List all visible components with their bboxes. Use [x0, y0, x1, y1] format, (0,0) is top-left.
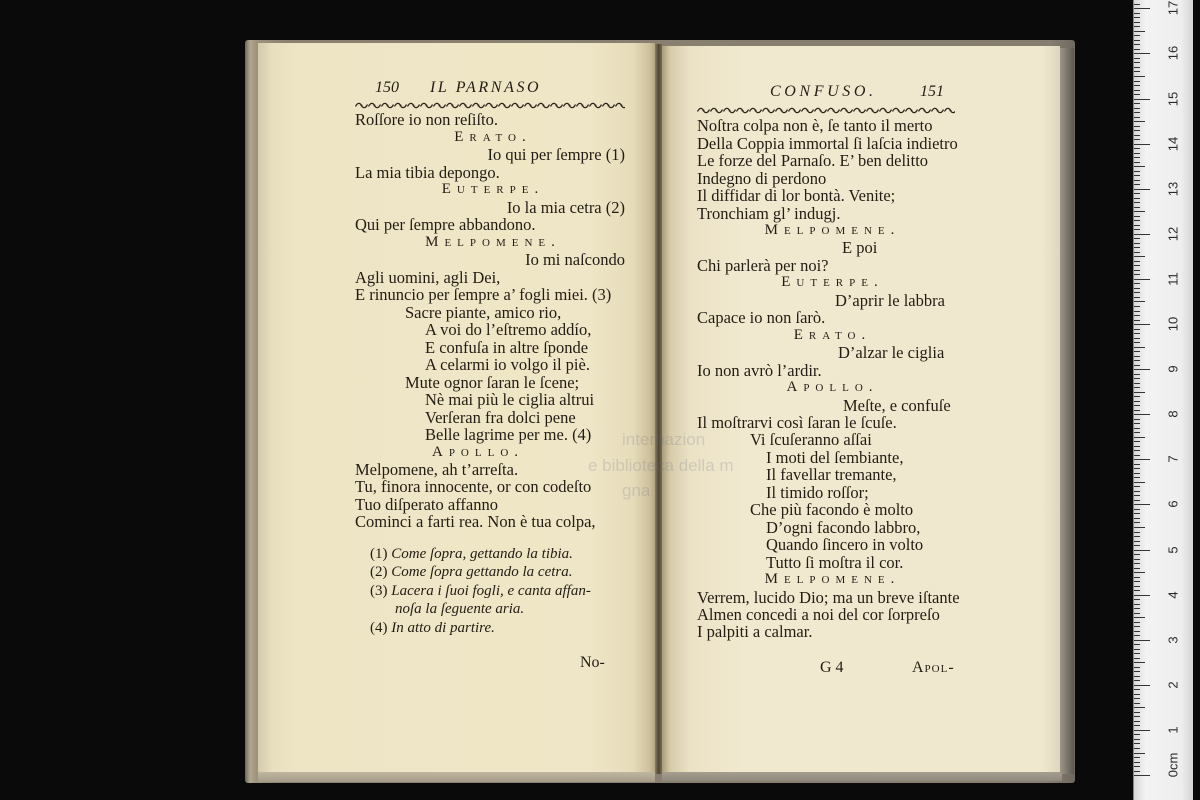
verse-line: Melpomene, ah t’arreſta. [355, 459, 519, 479]
ruler-tick [1134, 270, 1140, 271]
ornament-rule [355, 101, 625, 110]
ruler-tick [1134, 40, 1140, 41]
ruler-tick [1134, 53, 1150, 54]
aria-line: Nè mai più le ciglia altrui [425, 390, 595, 410]
ruler-tick [1134, 49, 1140, 50]
ruler-tick [1134, 662, 1145, 663]
ruler-tick [1134, 234, 1150, 235]
aria-line: Verſeran fra dolci pene [425, 407, 576, 427]
ruler-tick [1134, 477, 1140, 478]
ruler-tick [1134, 320, 1140, 321]
aria-line: A celarmi io volgo il piè. [425, 355, 590, 375]
ruler-tick [1134, 680, 1140, 681]
verse-line: Cominci a farti rea. Non è tua colpa, [355, 512, 596, 532]
ruler-tick [1134, 13, 1140, 14]
ruler-tick [1134, 76, 1145, 77]
ruler-tick [1134, 419, 1140, 420]
ruler-tick [1134, 175, 1140, 176]
footnotes [370, 545, 640, 638]
ruler-tick [1134, 252, 1140, 253]
ruler-tick [1134, 356, 1140, 357]
speaker-name: Melpomene. [764, 222, 901, 239]
ruler-tick [1134, 292, 1140, 293]
ruler-tick [1134, 748, 1140, 749]
aria-line: I moti del ſembiante, [766, 447, 904, 467]
ruler-label: 8 [1165, 410, 1181, 418]
footnote-marker: (4) [370, 619, 388, 636]
footnote-continuation [370, 600, 640, 619]
ruler-tick [1134, 103, 1140, 104]
speaker-name: Euterpe. [781, 274, 884, 291]
running-title: IL PARNASO [430, 79, 542, 96]
speaker-name: Apollo. [786, 379, 879, 396]
ruler-label: 4 [1165, 590, 1181, 599]
ruler-tick [1134, 486, 1140, 487]
ruler-label: 16 [1165, 46, 1181, 61]
ruler-tick [1134, 649, 1140, 650]
ruler-tick [1134, 274, 1140, 275]
ruler-tick [1134, 324, 1150, 325]
ruler-label: 2 [1165, 681, 1181, 689]
ruler-tick [1134, 288, 1140, 289]
ruler-label: 3 [1165, 636, 1181, 644]
ruler-tick [1134, 536, 1140, 537]
aria-line: Mute ognor ſaran le ſcene; [405, 372, 580, 392]
aria-line: D’ogni facondo labbro, [766, 517, 921, 537]
ruler-tick [1134, 229, 1140, 230]
verse-line: Il moſtrarvi così ſaran le ſcuſe. [697, 413, 897, 432]
verse-line: Il diffidar di lor bontà. Venite; [697, 186, 896, 206]
aria-line: Che più facondo è molto [750, 500, 914, 520]
ruler-tick [1134, 297, 1140, 298]
ruler-tick [1134, 162, 1140, 163]
ruler-label: 13 [1165, 181, 1181, 196]
ruler-tick [1134, 464, 1140, 465]
ruler-tick [1134, 126, 1140, 127]
aria-line: Tutto ſi moſtra il cor. [766, 552, 904, 572]
ruler-tick [1134, 694, 1140, 695]
right-page [662, 46, 1060, 772]
ruler-tick [1134, 153, 1140, 154]
ruler-tick [1134, 216, 1140, 217]
ruler-tick [1134, 532, 1140, 533]
ruler-tick [1134, 35, 1140, 36]
ruler-tick [1134, 730, 1150, 731]
ruler-tick [1134, 315, 1140, 316]
footnote-text: Come ſopra gettando la cetra. [391, 564, 573, 581]
half-line: D’aprir le labbra [835, 290, 945, 310]
ruler-tick [1134, 67, 1140, 68]
footnote [370, 563, 640, 582]
page-number: 150 [375, 79, 399, 96]
left-text-block [355, 111, 625, 531]
ruler-tick [1134, 306, 1140, 307]
speaker-name: Melpomene. [764, 571, 901, 588]
page-edges-right [1058, 48, 1074, 774]
verse-line: Della Coppia immortal ſi laſcia indietro [697, 133, 958, 153]
ruler-label: 9 [1165, 365, 1181, 373]
aria-line: E confuſa in altre ſponde [425, 337, 589, 357]
ruler-tick [1134, 17, 1140, 18]
ruler-tick [1134, 198, 1140, 199]
ruler-label: 10 [1165, 316, 1181, 332]
verse-line: Noſtra colpa non è, ſe tanto il merto [697, 116, 933, 136]
ruler-tick [1134, 135, 1140, 136]
ruler-tick [1134, 775, 1150, 776]
speaker-name: Erato. [454, 128, 532, 145]
ruler-tick [1134, 265, 1140, 266]
ruler-tick [1134, 698, 1140, 699]
footnote [370, 582, 640, 601]
ruler-tick [1134, 581, 1140, 582]
ruler-tick [1134, 644, 1140, 645]
footnote-text: Come ſopra, gettando la tibia. [391, 545, 573, 562]
ruler-tick [1134, 171, 1140, 172]
ruler-tick [1134, 707, 1145, 708]
ruler-tick [1134, 62, 1140, 63]
ruler-tick [1134, 703, 1140, 704]
running-title: CONFUSO. [770, 83, 877, 100]
ruler-label: 12 [1165, 226, 1181, 242]
ruler-tick [1134, 482, 1145, 483]
ruler-tick [1134, 261, 1140, 262]
ruler-tick [1134, 518, 1140, 519]
half-line: Meſte, e confuſe [843, 395, 951, 415]
ruler-tick [1134, 401, 1140, 402]
ruler-tick [1134, 468, 1140, 469]
half-line: Io la mia cetra (2) [506, 197, 625, 217]
ruler-tick [1134, 437, 1145, 438]
ruler-tick [1134, 545, 1140, 546]
ruler-tick [1134, 22, 1140, 23]
ruler-tick [1134, 180, 1140, 181]
ruler-tick [1134, 604, 1140, 605]
speaker-name: Euterpe. [441, 181, 545, 198]
ruler-label: 6 [1165, 500, 1181, 509]
verse-line: Tu, finora innocente, or con codeſto [355, 477, 592, 497]
ruler-tick [1134, 81, 1140, 82]
ruler-tick [1134, 383, 1140, 384]
ornament-rule [697, 106, 955, 115]
catchword: No- [580, 654, 605, 671]
footnote-marker: (1) [370, 545, 388, 562]
ruler-tick [1134, 495, 1140, 496]
ruler-tick [1134, 559, 1140, 560]
ruler-tick [1134, 365, 1140, 366]
measuring-ruler [1133, 0, 1193, 800]
ruler-tick [1134, 554, 1140, 555]
ruler-tick [1134, 301, 1145, 302]
ruler-tick [1134, 617, 1145, 618]
verse-line: E rinuncio per ſempre a’ fogli miei. (3) [355, 285, 612, 305]
ruler-tick [1134, 423, 1140, 424]
ruler-tick [1134, 374, 1140, 375]
ruler-tick [1134, 450, 1140, 451]
ruler-tick [1134, 71, 1140, 72]
verse-line: Tronchiam gl’ indugj. [697, 203, 841, 223]
aria-line: Sacre piante, amico rio, [405, 302, 562, 322]
aria-line: Il timido roſſor; [766, 482, 869, 502]
ruler-tick [1134, 121, 1145, 122]
half-line: E poi [842, 238, 878, 258]
ruler-tick [1134, 626, 1140, 627]
ruler-tick [1134, 473, 1140, 474]
speaker-name: Apollo. [431, 443, 525, 460]
ruler-tick [1134, 378, 1140, 379]
ruler-tick [1134, 189, 1150, 190]
ruler-tick [1134, 599, 1140, 600]
ruler-tick [1134, 31, 1145, 32]
signature-mark: G 4 [820, 659, 844, 676]
ruler-tick [1134, 94, 1140, 95]
ruler-tick [1134, 577, 1140, 578]
verse-line: Almen concedi a noi del cor ſorpreſo [697, 604, 940, 624]
verse-line: Verrem, lucido Dio; ma un breve iſtante [697, 587, 960, 607]
ruler-tick [1134, 342, 1140, 343]
verse-line: Indegno di perdono [697, 168, 827, 188]
ruler-tick [1134, 622, 1140, 623]
ruler-tick [1134, 550, 1150, 551]
verse-line: Io non avrò l’ardir. [697, 360, 822, 380]
ruler-label: 0cm [1165, 752, 1181, 778]
ruler-tick [1134, 527, 1145, 528]
ruler-tick [1134, 112, 1140, 113]
ruler-tick [1134, 613, 1140, 614]
ruler-tick [1134, 762, 1140, 763]
footnote-text: noſa la ſeguente aria. [395, 601, 525, 618]
footnote-marker: (2) [370, 564, 388, 581]
watermark-line: e biblioteca della m [588, 456, 734, 475]
ruler-tick [1134, 369, 1150, 370]
ruler-label: 14 [1165, 136, 1181, 151]
half-line: Io mi naſcondo [525, 250, 625, 270]
ruler-tick [1134, 144, 1150, 145]
ruler-tick [1134, 207, 1140, 208]
ruler-tick [1134, 139, 1140, 140]
ruler-tick [1134, 396, 1140, 397]
ruler-tick [1134, 351, 1140, 352]
ruler-tick [1134, 671, 1140, 672]
ruler-label: 11 [1165, 272, 1181, 286]
ruler-tick [1134, 387, 1140, 388]
ruler-tick [1134, 766, 1140, 767]
ruler-tick [1134, 26, 1140, 27]
ruler-tick [1134, 202, 1140, 203]
watermark-line: internazion [622, 430, 706, 449]
ruler-label: 17 [1165, 1, 1181, 16]
ruler-tick [1134, 238, 1140, 239]
ruler-tick [1134, 99, 1150, 100]
ruler-tick [1134, 247, 1140, 248]
verse-line: Qui per ſempre abbandono. [355, 215, 536, 235]
ruler-tick [1134, 432, 1140, 433]
ruler-tick [1134, 753, 1145, 754]
ruler-tick [1134, 279, 1150, 280]
ruler-tick [1134, 608, 1140, 609]
ruler-tick [1134, 8, 1150, 9]
ruler-tick [1134, 148, 1140, 149]
ruler-tick [1134, 157, 1140, 158]
ruler-tick [1134, 586, 1140, 587]
ruler-tick [1134, 441, 1140, 442]
ruler-tick [1134, 568, 1140, 569]
ruler-tick [1134, 392, 1145, 393]
ruler-tick [1134, 721, 1140, 722]
footnote [370, 545, 640, 564]
ruler-tick [1134, 541, 1140, 542]
ruler-tick [1134, 635, 1140, 636]
ruler-tick [1134, 689, 1140, 690]
left-page [258, 43, 655, 772]
ruler-tick [1134, 572, 1145, 573]
watermark-line: gna [622, 481, 651, 500]
footnote-marker: (3) [370, 582, 388, 599]
ruler-tick [1134, 256, 1145, 257]
ruler-tick [1134, 333, 1140, 334]
aria-line: Vi ſcuſeranno aſſai [750, 430, 872, 450]
ruler-tick [1134, 658, 1140, 659]
ruler-tick [1134, 117, 1140, 118]
verse-line: Roſſore io non reſiſto. [355, 110, 498, 130]
ruler-tick [1134, 58, 1140, 59]
catchword: Apol- [912, 659, 955, 676]
page-number: 151 [920, 83, 944, 100]
ruler-tick [1134, 500, 1140, 501]
ruler-tick [1134, 676, 1140, 677]
ruler-tick [1134, 455, 1140, 456]
speaker-name: Erato. [793, 326, 872, 343]
ruler-tick [1134, 184, 1140, 185]
ruler-tick [1134, 757, 1140, 758]
ruler-tick [1134, 653, 1140, 654]
ruler-tick [1134, 685, 1150, 686]
ruler-label: 7 [1165, 455, 1181, 463]
ruler-tick [1134, 166, 1145, 167]
ruler-tick [1134, 563, 1140, 564]
ruler-tick [1134, 360, 1140, 361]
ruler-tick [1134, 743, 1140, 744]
ruler-tick [1134, 640, 1150, 641]
ruler-tick [1134, 130, 1140, 131]
ruler-tick [1134, 446, 1140, 447]
verse-line: Chi parlerà per noi? [697, 255, 829, 275]
ruler-tick [1134, 631, 1140, 632]
ruler-label: 5 [1165, 545, 1181, 554]
ruler-tick [1134, 108, 1140, 109]
verse-line: Le forze del Parnaſo. E’ ben delitto [697, 151, 929, 171]
footnote-text: In atto di partire. [391, 619, 495, 636]
ruler-tick [1134, 595, 1150, 596]
half-line: D’alzar le ciglia [838, 343, 945, 363]
verse-line: Capace io non ſarò. [697, 308, 826, 328]
aria-line: Belle lagrime per me. (4) [425, 425, 592, 445]
ruler-tick [1134, 311, 1140, 312]
half-line: Io qui per ſempre (1) [487, 145, 625, 165]
ruler-tick [1134, 725, 1140, 726]
footnote [370, 619, 640, 638]
ruler-tick [1134, 211, 1145, 212]
right-text-block [697, 117, 962, 641]
ruler-tick [1134, 739, 1140, 740]
ruler-tick [1134, 347, 1145, 348]
ruler-tick [1134, 414, 1150, 415]
ruler-tick [1134, 193, 1140, 194]
ruler-tick [1134, 716, 1140, 717]
ruler-tick [1134, 509, 1140, 510]
ruler-tick [1134, 90, 1140, 91]
footnote-text: Lacera i ſuoi fogli, e canta affan- [391, 582, 591, 599]
ruler-tick [1134, 513, 1140, 514]
aria-line: Quando ſincero in volto [766, 535, 924, 555]
ruler-tick [1134, 522, 1140, 523]
ruler-tick [1134, 504, 1150, 505]
ruler-tick [1134, 590, 1140, 591]
ruler-tick [1134, 491, 1140, 492]
ruler-tick [1134, 459, 1150, 460]
aria-line: Il favellar tremante, [766, 465, 897, 485]
verse-line: Agli uomini, agli Dei, [355, 267, 501, 287]
ruler-tick [1134, 667, 1140, 668]
ruler-tick [1134, 243, 1140, 244]
ruler-tick [1134, 85, 1140, 86]
gutter [655, 44, 662, 774]
ruler-tick [1134, 428, 1140, 429]
verse-line: I palpiti a calmar. [697, 622, 813, 642]
ruler-tick [1134, 44, 1140, 45]
ruler-tick [1134, 220, 1140, 221]
ruler-tick [1134, 410, 1140, 411]
ruler-tick [1134, 734, 1140, 735]
ruler-tick [1134, 283, 1140, 284]
ruler-tick [1134, 225, 1140, 226]
verse-line: La mia tibia depongo. [355, 162, 500, 182]
verse-line: Tuo diſperato affanno [355, 494, 498, 514]
ruler-tick [1134, 338, 1140, 339]
ruler-tick [1134, 771, 1140, 772]
ruler-label: 15 [1165, 91, 1181, 106]
ruler-tick [1134, 4, 1140, 5]
aria-line: A voi do l’eſtremo addío, [425, 320, 592, 340]
ruler-label: 1 [1165, 726, 1181, 734]
speaker-name: Melpomene. [425, 233, 561, 250]
ruler-tick [1134, 712, 1140, 713]
ruler-tick [1134, 329, 1140, 330]
ruler-tick [1134, 405, 1140, 406]
